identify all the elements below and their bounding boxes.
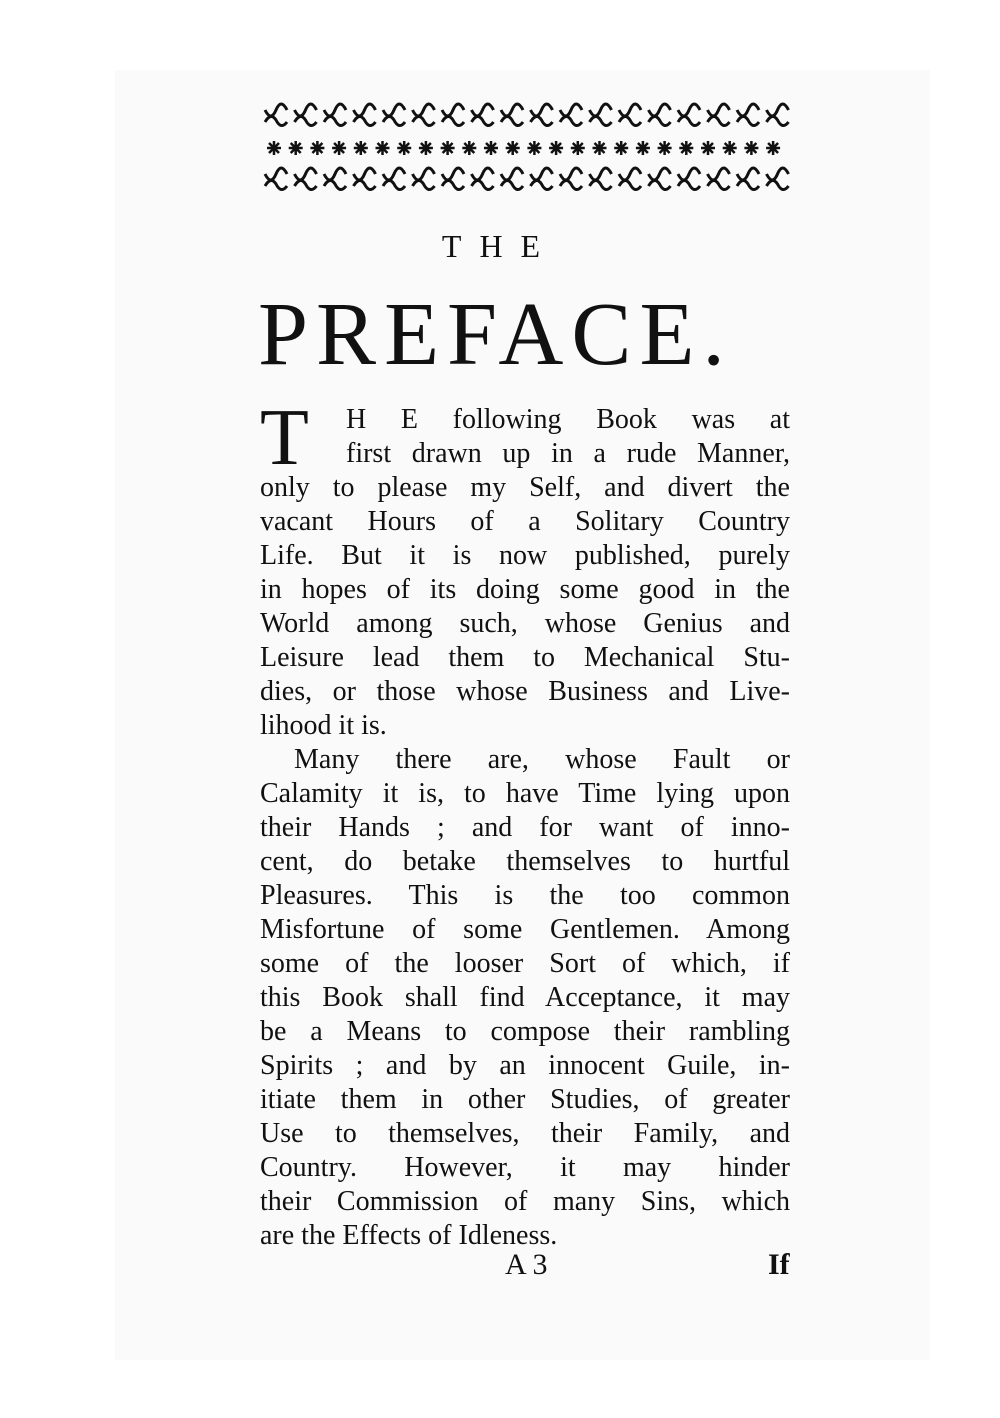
ornament-knot [472,168,494,190]
ornament-knot [324,104,346,126]
text-line: Life. But it is now published, purely [260,540,790,571]
heading-the: THE [441,228,559,264]
text-line: dies, or those whose Business and Live- [260,676,790,707]
ornament-knot [678,104,700,126]
ornament-fleuron [267,141,281,155]
ornament-fleuron [701,141,715,155]
text-line: H E following Book was at [346,404,790,435]
ornament-knot [737,168,759,190]
ornament-knot [324,168,346,190]
ornament-knot [413,104,435,126]
ornament-fleuron [462,141,476,155]
preface-body [260,394,790,1253]
text-line: World among such, whose Genius and [260,608,790,639]
ornament-knot [383,168,405,190]
ornament-knot [501,104,523,126]
ornament-fleuron [332,141,346,155]
ornament-band [262,100,790,200]
ornament-knot [560,168,582,190]
text-line: Use to themselves, their Family, and [260,1118,790,1149]
ornament-knot [708,168,730,190]
ornament-fleuron [614,141,628,155]
text-line: Calamity it is, to have Time lying upon [260,778,790,809]
ornament-fleuron [744,141,758,155]
ornament-knot [619,104,641,126]
ornament-fleuron [527,141,541,155]
ornament-knot [678,168,700,190]
ornament-knot [531,168,553,190]
text-line: this Book shall find Acceptance, it may [260,982,790,1013]
text-line: are the Effects of Idleness. [260,1220,558,1251]
ornament-fleuron [571,141,585,155]
ornament-fleuron [506,141,520,155]
text-line: Country. However, it may hinder [260,1152,790,1183]
ornament-knot [354,168,376,190]
ornament-knot [708,104,730,126]
text-line: Spirits ; and by an innocent Guile, in- [260,1050,790,1081]
text-line: first drawn up in a rude Manner, [346,438,790,469]
text-line: Leisure lead them to Mechanical Stu- [260,642,790,673]
text-line: Many there are, whose Fault or [294,744,790,775]
ornament-knot [590,168,612,190]
text-line: Misfortune of some Gentlemen. Among [260,914,790,945]
text-line: their Hands ; and for want of inno- [260,812,790,843]
signature-mark: A 3 [505,1248,548,1281]
ornament-knot [413,168,435,190]
ornament-knot [560,104,582,126]
ornament-fleuron [549,141,563,155]
ornament-knot [265,168,287,190]
ornament-knot [649,104,671,126]
text-line: be a Means to compose their rambling [260,1016,790,1047]
ornament-knot [590,104,612,126]
ornament-knot [472,104,494,126]
ornament-fleuron [593,141,607,155]
ornament-fleuron [310,141,324,155]
catchword: If [768,1248,790,1281]
text-line: their Commission of many Sins, which [260,1186,790,1217]
ornament-knot [501,168,523,190]
text-line: only to please my Self, and divert the [260,472,790,503]
text-line: vacant Hours of a Solitary Country [260,506,790,537]
drop-cap: T [260,394,309,482]
text-line: in hopes of its doing some good in the [260,574,790,605]
ornament-knot [295,168,317,190]
ornament-knot [619,168,641,190]
ornament-knot [442,168,464,190]
ornament-fleuron [397,141,411,155]
heading-preface: PREFACE. [258,285,733,384]
ornament-knot [737,104,759,126]
ornament-fleuron [766,141,780,155]
text-line: lihood it is. [260,710,387,741]
ornament-fleuron [441,141,455,155]
ornament-knot [649,168,671,190]
ornament-fleuron [679,141,693,155]
ornament-knot [295,104,317,126]
text-line: itiate them in other Studies, of greater [260,1084,790,1115]
text-line: Pleasures. This is the too common [260,880,790,911]
ornament-knot [531,104,553,126]
ornament-knot [265,104,287,126]
ornament-knot [767,168,789,190]
ornament-knot [383,104,405,126]
ornament-fleuron [419,141,433,155]
ornament-knot [767,104,789,126]
ornament-fleuron [289,141,303,155]
ornament-knot [354,104,376,126]
ornament-fleuron [354,141,368,155]
ornament-fleuron [484,141,498,155]
ornament-fleuron [376,141,390,155]
text-line: cent, do betake themselves to hurtful [260,846,790,877]
ornament-knot [442,104,464,126]
ornament-fleuron [636,141,650,155]
text-line: some of the looser Sort of which, if [260,948,790,979]
ornament-fleuron [658,141,672,155]
ornament-fleuron [723,141,737,155]
